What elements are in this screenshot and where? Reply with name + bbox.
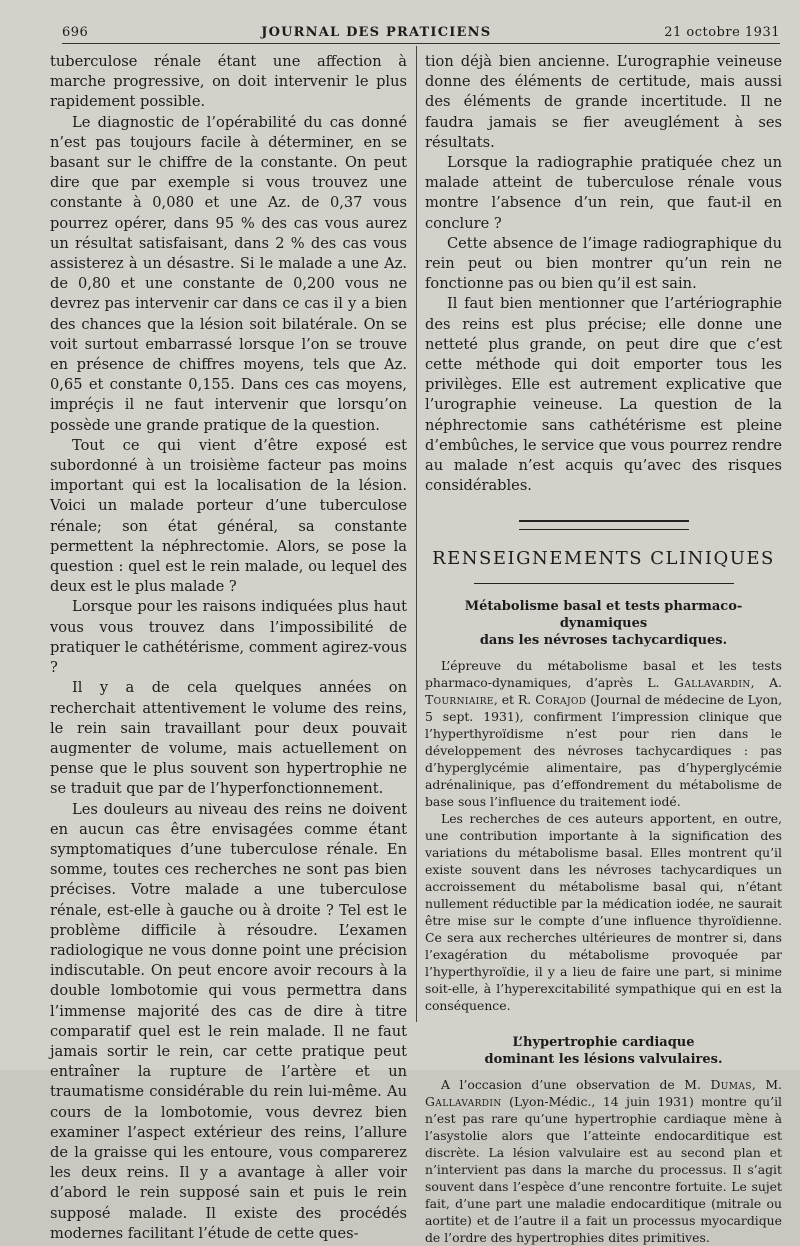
article-2-title <box>425 1034 782 1068</box>
article-2-title-line-2: dominant les lésions valvulaires. <box>484 1052 723 1068</box>
author-gallavardin-2: Gallavardin <box>425 1094 502 1110</box>
article-1-sep-2: , et R. <box>493 692 532 708</box>
running-head <box>62 14 780 44</box>
left-paragraph-1: tuberculose rénale étant une affection à marche progressive, on doit intervenir le plus rapidement possible. <box>50 53 407 111</box>
page-number: 696 <box>62 25 89 40</box>
issue-date: 21 octobre 1931 <box>664 25 780 40</box>
journal-title: JOURNAL DES PRATICIENS <box>261 25 492 40</box>
section-ornament <box>519 520 689 530</box>
article-gap <box>425 1014 782 1028</box>
left-paragraph-2: Le diagnostic de l’opérabilité du cas donné n’est pas toujours facile à déterminer, en se basant sur le chiffre de la constante. On peut dire que par exemple si vous trouvez une constante à 0,080 et une Az. de 0,37 vous pourrez opérer, dans 95 % des cas vous aurez un résultat satisfaisant, dans 2 % des cas vous assisterez à un désastre. Si le malade a une Az. de 0,80 et une constante de 0,200 vous ne devrez pas intervenir car dans ce cas il y a bien des chances que la lésion soit bilatérale. On se voit surtout embarrassé lorsque l’on se trouve en présence de chiffres moyens, tels que Az. 0,65 et constante 0,155. Dans ces cas moyens, impréçis il ne faut intervenir que lorsqu’on possède une grande pratique de la question. <box>50 113 407 434</box>
article-metabolisme <box>425 598 782 1246</box>
article-2-sep: , M. <box>751 1077 782 1093</box>
article-1-paragraph-1 <box>425 657 782 810</box>
article-1-title-line-1: Métabolisme basal et tests pharmaco-dynamiques <box>464 599 743 632</box>
article-1-text-start: L’épreuve du métabolisme basal et les tests pharmaco-dynamiques, d’après L. <box>425 658 782 691</box>
article-1-paragraph-2: Les recherches de ces auteurs apportent, en outre, une contribution importante à la signification des variations du métabolisme basal. Elles montrent qu’il existe souvent dans les névroses tachycardiques un accroissement du métabolisme basal qui, n’étant nullement réductible par la médication iodée, ne saurait être mise sur le compte d’une influence thyroïdienne. Ce sera aux recherches ultérieures de montrer si, dans l’exagération du métabolisme provoquée par l’hyperthyroïdie, il y a lieu de faire une part, si minime soit-elle, à l’hyperexcitabilité sympathique qui en est la conséquence. <box>425 811 782 1014</box>
article-1-journal-ref: (Journal de médecine de Lyon, 5 sept. 1931), <box>425 692 783 725</box>
article-2-journal-ref: (Lyon-Médic., 14 juin 1931) <box>501 1094 702 1110</box>
author-dumas: Dumas <box>710 1077 752 1093</box>
left-paragraph-3: Tout ce qui vient d’être exposé est subordonné à un troisième facteur pas moins important qui est la localisation de la lésion. Voici un malade porteur d’une tuberculose rénale; son état général, sa constante permettent la néphrectomie. Alors, se pose la question : quel est le rein malade, ou lequel des deux est le plus malade ? <box>50 436 407 596</box>
left-paragraph-4: Lorsque pour les raisons indiquées plus haut vous vous trouvez dans l’impossibilité de pratiquer le cathétérisme, comment agirez-vous ? <box>50 598 407 677</box>
article-1-sep-1: , A. <box>750 675 782 691</box>
article-2-text-rest: montre qu’il n’est pas rare qu’une hypertrophie cardiaque mène à l’asystolie alors que l’atteinte endocarditique est discrète. La lésion valvulaire est au second plan et n’intervient pas dans la marche du processus. Il s’agit souvent dans l’espèce d’une rencontre fortuite. Le sujet fait, d’une part une maladie endocarditique (mitrale ou aortite) et de l’autre il a fait un processus myocardique de l’ordre des hypertrophies dites primitives. <box>425 1094 783 1246</box>
article-1-text-rest: confirment l’impression clinique que l’hyperthyroïdisme n’est pour rien dans le développement des névroses tachycardiques : pas d’hyperglycémie alimentaire, pas d’hyperglycémie adrénalinique, pas d’effondrement du métabolisme de base sous l’influence du traitement iodé. <box>425 709 782 810</box>
article-1-title-line-2: dans les névroses tachycardiques. <box>479 633 728 649</box>
article-1-title <box>425 598 782 649</box>
right-paragraph-1: tion déjà bien ancienne. L’urographie veineuse donne des éléments de certitude, mais aussi des éléments de grande incertitude. Il ne faudra jamais se fier aveuglément à ses résultats. <box>425 53 782 151</box>
article-2-paragraph-1 <box>425 1076 782 1246</box>
right-paragraph-4: Il faut bien mentionner que l’artériographie des reins est plus précise; elle donne une netteté plus grande, on peut dire que c’est cette méthode qui doit emporter tous les privilèges. Elle est autrement explicative que l’urographie veineuse. La question de la néphrectomie sans cathétérisme est pleine d’embûches, le service que vous pourrez rendre au malade n’est acquis qu’avec des risques considérables. <box>425 295 782 495</box>
author-tourniaire: Tourniaire <box>425 692 494 708</box>
section-title: RENSEIGNEMENTS CLINIQUES <box>432 548 775 570</box>
article-2-text-start: A l’occasion d’une observation de M. <box>441 1077 701 1093</box>
right-paragraph-2: Lorsque la radiographie pratiquée chez un malade atteint de tuberculose rénale vous montre l’absence d’un rein, que faut-il en conclure ? <box>425 154 782 232</box>
author-gallavardin: Gallavardin <box>674 675 751 691</box>
right-column <box>425 52 783 1246</box>
left-paragraph-5: Il y a de cela quelques années on recherchait attentivement le volume des reins, le rein sain travaillant pour deux pouvait augmenter de volume, mais actuellement on pense que le plus souvent son hypertrophie ne se traduit que par de l’hyperfonctionnement. <box>50 679 407 798</box>
section-title-rule <box>474 583 734 584</box>
author-corajod: Corajod <box>535 692 587 708</box>
left-column <box>50 52 407 1242</box>
right-paragraph-3: Cette absence de l’image radiographique du rein peut ou bien montrer qu’un rein ne fonctionne pas ou bien qu’il est sain. <box>425 234 782 293</box>
column-divider <box>416 46 417 1022</box>
article-2-title-line-1: L’hypertrophie cardiaque <box>512 1035 695 1051</box>
left-paragraph-6: Les douleurs au niveau des reins ne doivent en aucun cas être envisagées comme étant symptomatiques d’une tuberculose rénale. En somme, toutes ces recherches ne sont pas bien précises. Votre malade a une tuberculose rénale, est-elle à gauche ou à droite ? Tel est le problème difficile à résoudre. L’examen radiologique ne vous donne point une précision indiscutable. On peut encore avoir recours à la double lombotomie qui vous permettra dans l’immense majorité des cas de dire à titre comparatif quel est le rein malade. Il ne faut jamais sortir le rein, car cette pratique peut entraîner la rupture de l’artère et un traumatisme considérable du rein lui-même. Au cours de la lombotomie, vous devrez bien examiner l’aspect extérieur des reins, l’allure de la graisse qui les entoure, vous comparerez les deux reins. Il y a avantage à aller voir d’abord le rein supposé sain et puis le rein supposé malade. Il existe des procédés modernes facilitant l’étude de cette ques- <box>50 800 407 1242</box>
